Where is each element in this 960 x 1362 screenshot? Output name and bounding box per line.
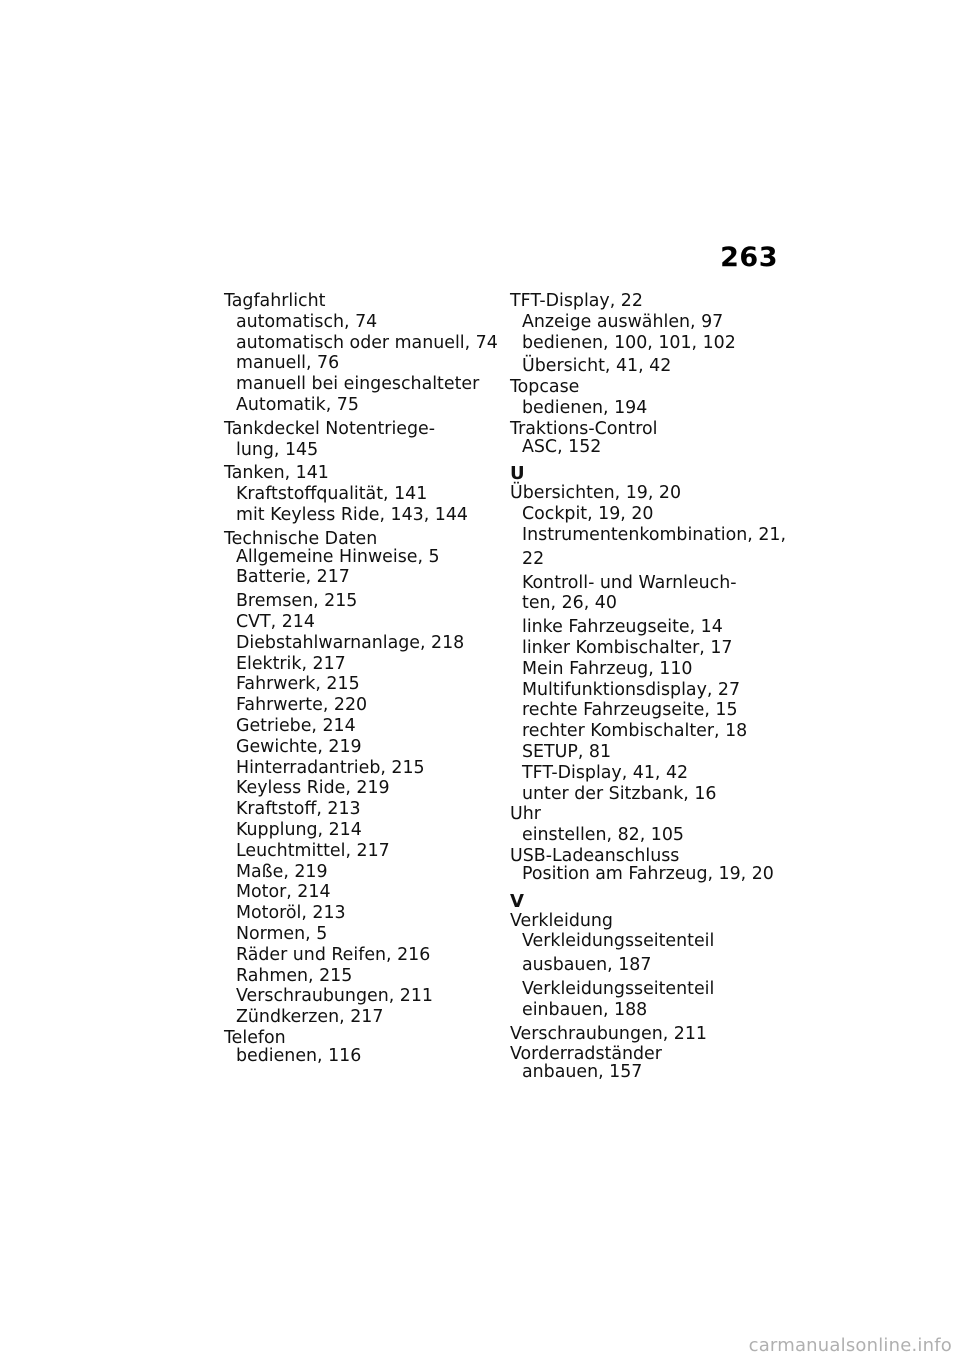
index-subentry: SETUP, 81	[522, 741, 612, 762]
index-entry: Verkleidung	[510, 910, 613, 931]
index-subentry: rechte Fahrzeugseite, 15	[522, 700, 738, 721]
index-subentry: Anzeige auswählen, 97	[522, 311, 724, 332]
index-subentry: Leuchtmittel, 217	[236, 840, 390, 861]
index-entry: Telefon	[224, 1027, 286, 1048]
index-subentry: Hinterradantrieb, 215	[236, 757, 425, 778]
index-column-right	[510, 291, 800, 1083]
index-subentry: Kraftstoffqualität, 141	[236, 484, 428, 505]
index-subentry: Übersicht, 41, 42	[522, 356, 672, 377]
index-subentry: bedienen, 100, 101, 102	[522, 332, 736, 353]
index-subentry: Maße, 219	[236, 861, 328, 882]
index-subentry: Batterie, 217	[236, 567, 350, 588]
index-subentry: ten, 26, 40	[522, 593, 617, 614]
index-subentry: Fahrwerk, 215	[236, 674, 360, 695]
index-entry: Vorderradständer	[510, 1044, 662, 1065]
index-entry: Tagfahrlicht	[224, 291, 326, 311]
index-subentry: Keyless Ride, 219	[236, 778, 390, 799]
index-subentry: CVT, 214	[236, 611, 315, 632]
index-subentry: Motor, 214	[236, 882, 331, 903]
index-subentry: anbauen, 157	[522, 1062, 643, 1083]
index-subentry: Räder und Reifen, 216	[236, 944, 431, 965]
index-subentry: TFT-Display, 41, 42	[522, 762, 689, 783]
index-subentry: ausbauen, 187	[522, 955, 652, 976]
index-subentry: Kraftstoff, 213	[236, 799, 361, 820]
index-subentry: Normen, 5	[236, 923, 328, 944]
index-entry: Übersichten, 19, 20	[510, 483, 682, 504]
index-subentry: Motoröl, 213	[236, 903, 346, 924]
index-subentry: ASC, 152	[522, 436, 602, 457]
watermark-text: carmanualsonline.info	[748, 1335, 952, 1356]
section-letter: U	[510, 463, 525, 485]
index-entry: TFT-Display, 22	[510, 291, 643, 311]
index-subentry: Rahmen, 215	[236, 965, 353, 986]
index-subentry: Diebstahlwarnanlage, 218	[236, 632, 465, 653]
index-subentry: bedienen, 194	[522, 397, 648, 418]
index-subentry: Kontroll- und Warnleuch-	[522, 572, 737, 593]
index-entry: USB-Ladeanschluss	[510, 845, 680, 866]
index-subentry: Fahrwerte, 220	[236, 695, 368, 716]
index-entry: Uhr	[510, 804, 541, 825]
index-subentry: manuell bei eingeschalteter	[236, 374, 480, 395]
index-subentry: manuell, 76	[236, 353, 340, 374]
index-subentry: linke Fahrzeugseite, 14	[522, 617, 723, 638]
index-entry: Traktions-Control	[510, 418, 658, 439]
index-subentry: Zündkerzen, 217	[236, 1007, 384, 1028]
index-subentry: Elektrik, 217	[236, 653, 346, 674]
index-subentry: Mein Fahrzeug, 110	[522, 658, 693, 679]
index-subentry: 22	[522, 548, 545, 569]
index-subentry: Automatik, 75	[236, 394, 359, 415]
index-subentry: Bremsen, 215	[236, 591, 358, 612]
index-subentry: Verkleidungsseitenteil	[522, 978, 715, 999]
index-subentry: Verschraubungen, 211	[236, 986, 433, 1007]
index-subentry: einstellen, 82, 105	[522, 825, 684, 846]
index-subentry: Verkleidungsseitenteil	[522, 931, 715, 952]
index-subentry: einbauen, 188	[522, 999, 648, 1020]
index-subentry: Multifunktionsdisplay, 27	[522, 679, 741, 700]
index-subentry: Position am Fahrzeug, 19, 20	[522, 863, 774, 884]
index-entry: Topcase	[510, 377, 580, 398]
index-entry: Tanken, 141	[224, 463, 329, 484]
index-subentry: automatisch oder manuell, 74	[236, 332, 498, 353]
index-subentry: unter der Sitzbank, 16	[522, 783, 717, 804]
index-subentry: Getriebe, 214	[236, 715, 356, 736]
index-entry: Technische Daten	[224, 528, 378, 549]
index-subentry: Gewichte, 219	[236, 736, 362, 757]
index-subentry: rechter Kombischalter, 18	[522, 721, 748, 742]
page-number: 263	[720, 242, 778, 273]
index-subentry: Cockpit, 19, 20	[522, 504, 654, 525]
index-subentry: Kupplung, 214	[236, 819, 362, 840]
index-subentry: linker Kombischalter, 17	[522, 637, 733, 658]
index-subentry: lung, 145	[236, 439, 319, 460]
index-subentry: mit Keyless Ride, 143, 144	[236, 504, 468, 525]
index-column-left	[224, 291, 499, 1066]
index-entry: Verschraubungen, 211	[510, 1023, 707, 1044]
index-subentry: bedienen, 116	[236, 1045, 362, 1066]
index-entry: Tankdeckel Notentriege-	[224, 418, 436, 439]
index-subentry: automatisch, 74	[236, 311, 378, 332]
index-subentry: Allgemeine Hinweise, 5	[236, 546, 440, 567]
section-letter: V	[510, 890, 524, 912]
index-subentry: Instrumentenkombination, 21,	[522, 524, 787, 545]
